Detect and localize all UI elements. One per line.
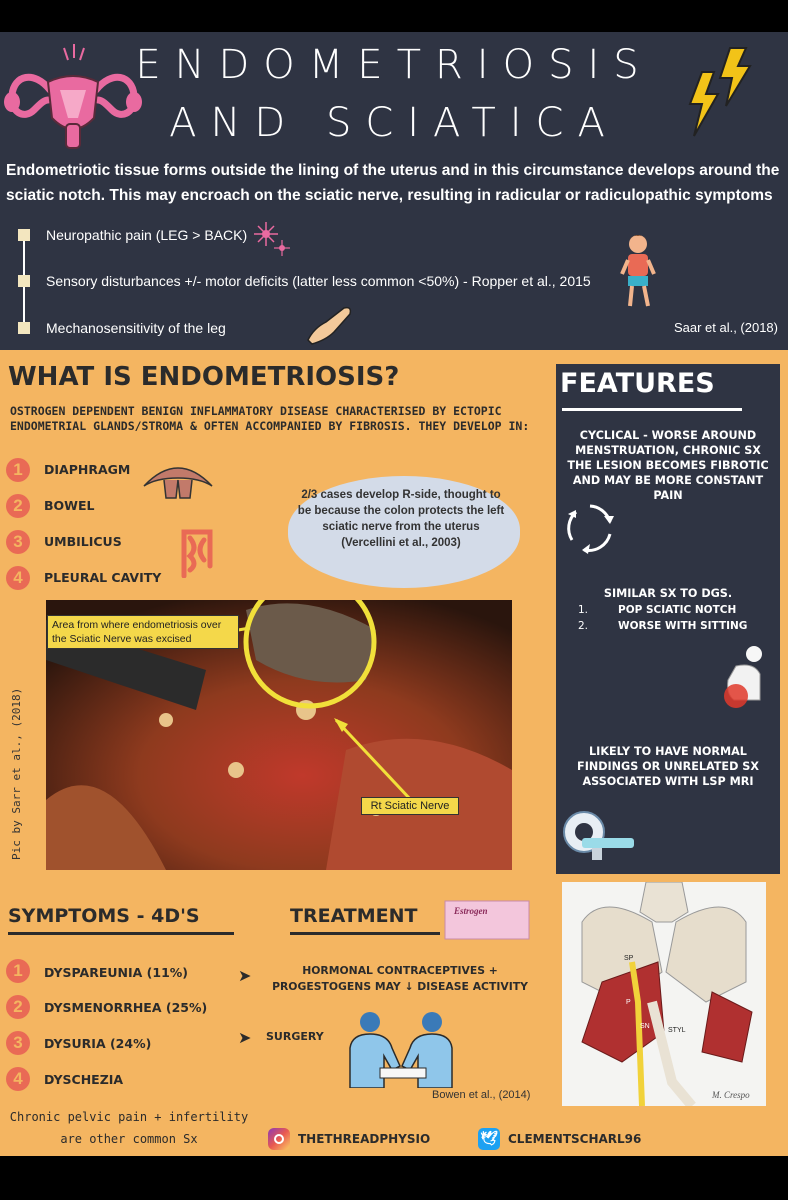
bullet-text: Neuropathic pain (LEG > BACK) (46, 227, 248, 243)
list-text: POP SCIATIC NOTCH (618, 604, 737, 616)
photo-caption-nerve: Rt Sciatic Nerve (361, 797, 459, 815)
bullet-text: Mechanosensitivity of the leg (46, 320, 226, 336)
bullet-sensory (18, 273, 591, 289)
pelvis-label-p: P (626, 999, 631, 1006)
instagram-text: THETHREADPHYSIO (298, 1132, 431, 1146)
surgeons-icon (340, 1008, 466, 1088)
seated-pain-icon (716, 644, 772, 710)
lightning-icon (682, 44, 756, 140)
instagram-handle[interactable] (268, 1128, 430, 1150)
twitter-handle[interactable] (478, 1128, 641, 1150)
photo-credit: Pic by Sarr et al., (2018) (10, 687, 23, 860)
features-mri: LIKELY TO HAVE NORMAL FINDINGS OR UNRELATED SX ASSOCIATED WITH LSP MRI (577, 745, 759, 788)
twitter-icon: 🕊 (478, 1128, 500, 1150)
list-text: WORSE WITH SITTING (618, 620, 748, 632)
number-badge: 4 (6, 1067, 30, 1091)
what-description: OSTROGEN DEPENDENT BENIGN INFLAMMATORY DISEASE CHARACTERISED BY ECTOPIC ENDOMETRIAL GLANDS/STROMA & OFTEN ACCOMPANIED BY FIBROSIS. THEY DEVELOP IN: (10, 404, 530, 433)
site-diaphragm: DIAPHRAGM (44, 462, 131, 477)
what-heading: WHAT IS ENDOMETRIOSIS? (8, 362, 400, 392)
number-badge: 1 (6, 458, 30, 482)
number-badge: 2 (6, 494, 30, 518)
features-dgs-heading: SIMILAR SX TO DGS. (603, 587, 733, 600)
twitter-text: CLEMENTSCHARL96 (508, 1132, 642, 1146)
number-badge: 1 (6, 959, 30, 983)
pelvis-label-styl: STYL (668, 1027, 686, 1034)
person-pain-icon (616, 230, 664, 310)
cloud-text: 2/3 cases develop R-side, thought to be because the colon protects the left sciatic nerve from the uterus (Vercellini et al., 2003) (297, 489, 505, 549)
leg-icon (304, 304, 354, 346)
features-cyclical: CYCLICAL - WORSE AROUND MENSTRUATION, CHRONIC SX THE LESION BECOMES FIBROTIC AND MAY BE MORE CONSTANT PAIN (567, 429, 769, 502)
arrow-icon: ➤ (238, 1030, 252, 1047)
estrogen-box-icon (444, 900, 530, 940)
bullet-square (18, 322, 30, 334)
features-dgs-item-1 (578, 604, 736, 616)
symptoms-heading: SYMPTOMS - 4D'S (8, 905, 200, 927)
pelvis-illustration (562, 882, 766, 1106)
site-pleural-cavity: PLEURAL CAVITY (44, 570, 162, 585)
pelvis-label-sn: SN (640, 1023, 650, 1030)
instagram-icon (268, 1128, 290, 1150)
list-number: 1. (578, 604, 589, 616)
pelvis-credit: M. Crespo (712, 1090, 750, 1100)
chronic-note: Chronic pelvic pain + infertility are other common Sx (9, 1110, 249, 1146)
bullet-square (18, 229, 30, 241)
top-black-bar (0, 0, 788, 32)
photo-caption-excised: Area from where endometriosis over the Sciatic Nerve was excised (47, 615, 239, 649)
bullet-neuropathic (18, 227, 247, 243)
number-badge: 3 (6, 1031, 30, 1055)
nerve-sparkle-icon (252, 218, 292, 258)
site-umbilicus: UMBILICUS (44, 534, 122, 549)
number-badge: 3 (6, 530, 30, 554)
number-badge: 2 (6, 995, 30, 1019)
pelvis-label-sp: SP (624, 955, 634, 962)
features-underline (562, 408, 742, 411)
arrow-icon: ➤ (238, 968, 252, 985)
symptom-dysuria: DYSURIA (24%) (44, 1036, 152, 1051)
treatment-heading: TREATMENT (290, 905, 418, 927)
site-bowel: BOWEL (44, 498, 95, 513)
reference-saar: Saar et al., (2018) (673, 320, 778, 335)
mri-scanner-icon (562, 808, 638, 864)
page-title-line-1: ENDOMETRIOSIS (135, 42, 653, 88)
treatment-hormonal: HORMONAL CONTRACEPTIVES + PROGESTOGENS MAY ↓ DISEASE ACTIVITY (272, 964, 528, 993)
treatment-surgery: SURGERY (266, 1030, 324, 1043)
intro-text: Endometriotic tissue forms outside the lining of the uterus and in this circumstance develops around the sciatic notch. This may encroach on the sciatic nerve, resulting in radicular or radiculopathic symptoms (6, 162, 780, 204)
bullet-text: Sensory disturbances +/- motor deficits (latter less common <50%) - Ropper et al., 2015 (46, 273, 591, 289)
page-title-line-2: AND SCIATICA (169, 100, 619, 146)
list-number: 2. (578, 620, 589, 632)
bullet-square (18, 275, 30, 287)
symptom-dysmenorrhea: DYSMENORRHEA (25%) (44, 1000, 208, 1015)
bowel-icon (176, 526, 218, 578)
features-heading: FEATURES (560, 368, 715, 399)
bottom-black-bar (0, 1156, 788, 1200)
reference-bowen: Bowen et al., (2014) (432, 1089, 531, 1101)
pelvis-anatomy-image (562, 882, 766, 1106)
symptom-dyspareunia: DYSPAREUNIA (11%) (44, 965, 189, 980)
treatment-underline (290, 932, 440, 935)
features-dgs-item-2 (578, 620, 747, 632)
cycle-icon (564, 502, 616, 554)
diaphragm-icon (142, 456, 214, 500)
symptoms-underline (8, 932, 234, 935)
number-badge: 4 (6, 566, 30, 590)
estrogen-label: Estrogen (454, 906, 488, 916)
bullet-mechanosensitivity (18, 320, 226, 336)
symptom-dyschezia: DYSCHEZIA (44, 1072, 124, 1087)
